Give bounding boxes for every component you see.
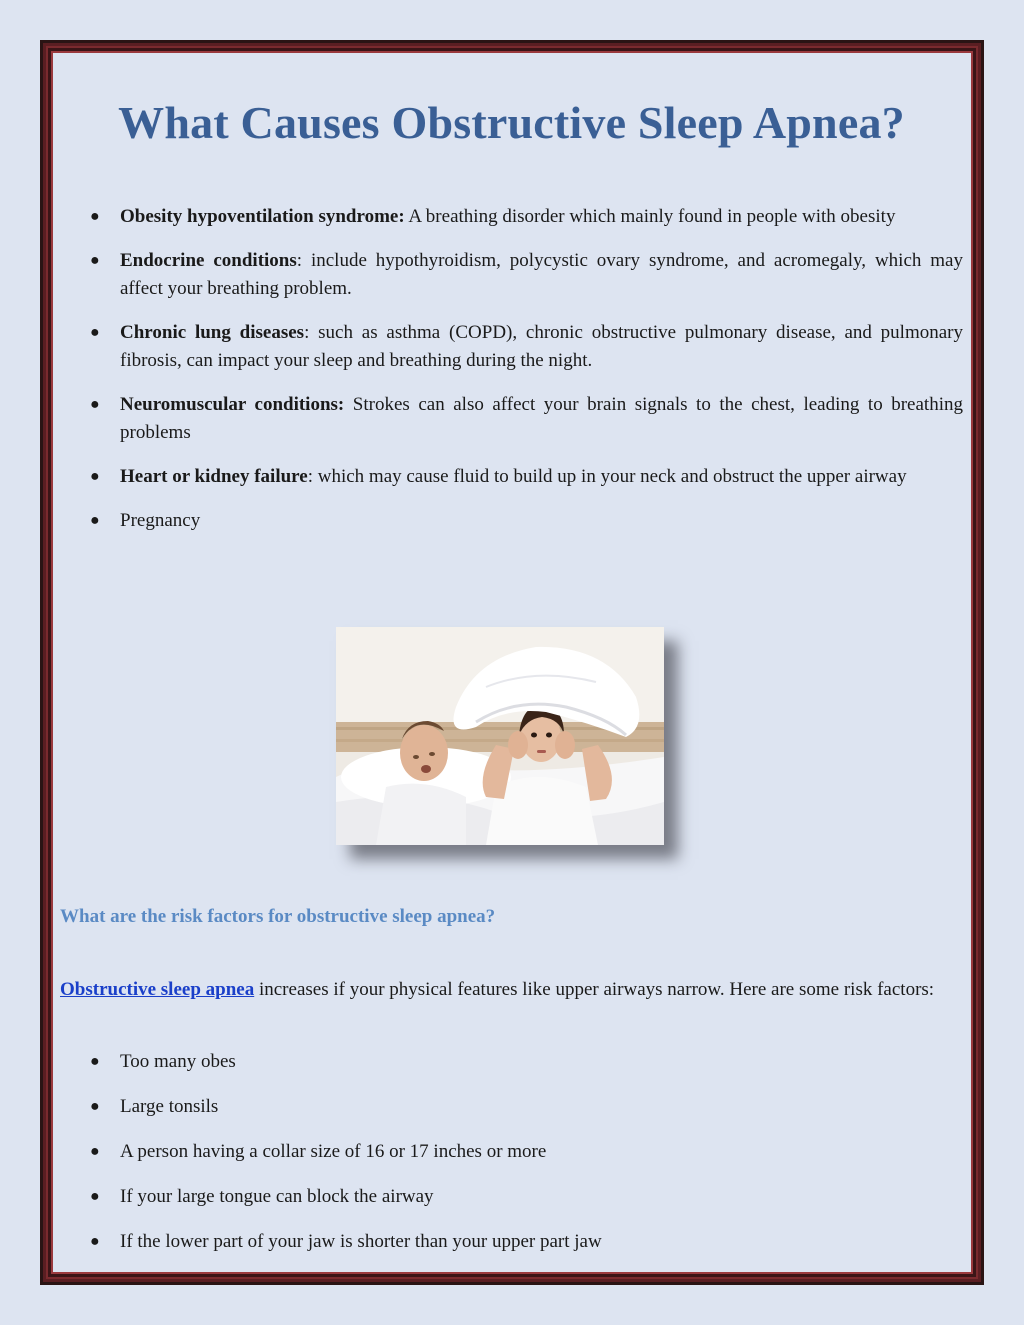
risk-factors-heading: What are the risk factors for obstructive sleep apnea? [60, 906, 496, 927]
risk-text: A person having a collar size of 16 or 17 inches or more [120, 1141, 547, 1162]
causes-list [60, 203, 963, 551]
list-item [60, 1093, 963, 1121]
obstructive-sleep-apnea-link[interactable]: Obstructive sleep apnea [60, 979, 255, 1000]
bullet-icon: ● [90, 208, 100, 225]
bullet-icon: ● [90, 324, 100, 341]
list-item [60, 1048, 963, 1076]
list-item [60, 203, 963, 231]
cause-term: Neuromuscular conditions: [120, 394, 345, 415]
bullet-icon: ● [90, 252, 100, 269]
bullet-icon: ● [90, 468, 100, 485]
bullet-icon: ● [90, 1053, 100, 1070]
bullet-icon: ● [90, 1098, 100, 1115]
cause-term: Obesity hypoventilation syndrome: [120, 206, 405, 227]
list-item [60, 1138, 963, 1166]
risk-intro-paragraph [60, 976, 963, 1004]
bullet-icon: ● [90, 512, 100, 529]
cause-text: Strokes can also affect your brain signals to the chest, leading to breathing problems [120, 394, 963, 443]
cause-term: Endocrine conditions [120, 250, 297, 271]
list-item [60, 1183, 963, 1211]
list-item [60, 391, 963, 447]
risk-factors-list [60, 1048, 963, 1273]
cause-text: : such as asthma (COPD), chronic obstructive pulmonary disease, and pulmonary fibrosis, can impact your sleep and breathing during the night. [120, 322, 964, 371]
cause-text: : include hypothyroidism, polycystic ovary syndrome, and acromegaly, which may affect your breathing problem. [120, 250, 963, 299]
list-item [60, 247, 963, 303]
bullet-icon: ● [90, 1188, 100, 1205]
risk-text: Large tonsils [120, 1096, 219, 1117]
page-title: What Causes Obstructive Sleep Apnea? [118, 97, 905, 148]
couple-in-bed-illustration [336, 627, 664, 845]
list-item [60, 507, 963, 535]
risk-text: If your large tongue can block the airway [120, 1186, 434, 1207]
bullet-icon: ● [90, 1143, 100, 1160]
cause-text: A breathing disorder which mainly found in people with obesity [404, 206, 896, 227]
couple-in-bed-photo [336, 627, 664, 845]
cause-text: Pregnancy [120, 510, 201, 531]
list-item [60, 1228, 963, 1256]
cause-text: : which may cause fluid to build up in your neck and obstruct the upper airway [307, 466, 907, 487]
bullet-icon: ● [90, 1233, 100, 1250]
list-item [60, 463, 963, 491]
bullet-icon: ● [90, 396, 100, 413]
risk-text: Too many obes [120, 1051, 236, 1072]
risk-text: If the lower part of your jaw is shorter than your upper part jaw [120, 1231, 602, 1252]
list-item [60, 319, 963, 375]
cause-term: Chronic lung diseases [120, 322, 305, 343]
risk-intro-text: increases if your physical features like upper airways narrow. Here are some risk factors: [254, 979, 935, 1000]
cause-term: Heart or kidney failure [120, 466, 308, 487]
